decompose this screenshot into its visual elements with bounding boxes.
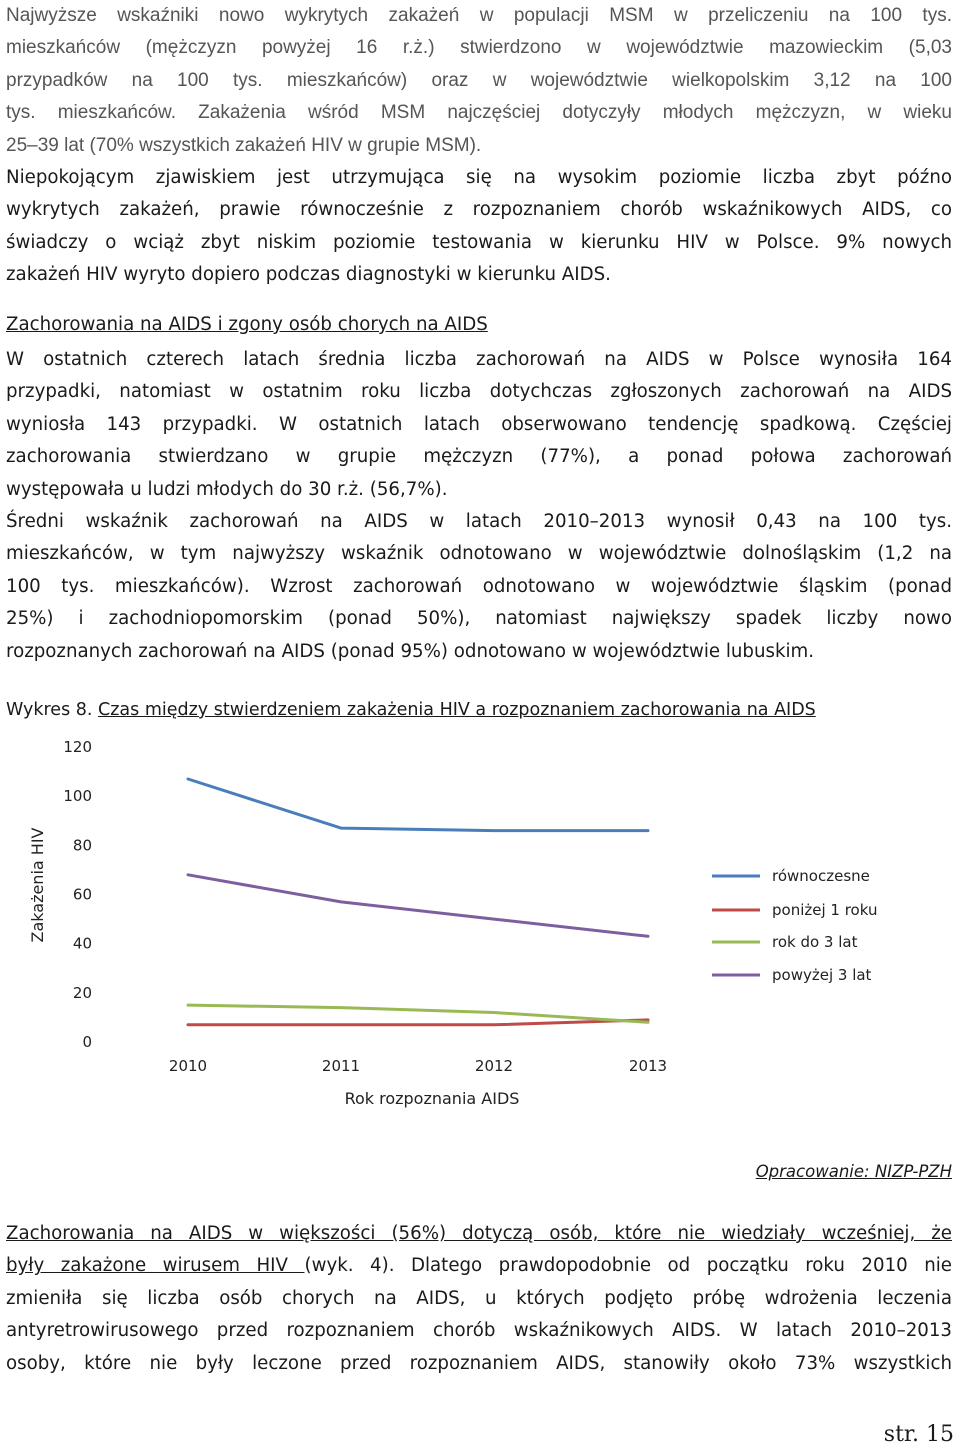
text-line: wykrytych zakażeń, prawie równocześnie z rozpoznaniem chorób wskaźnikowych AIDS, co	[6, 199, 952, 221]
x-tick-label: 2011	[321, 1057, 361, 1075]
text-line: rozpoznanych zachorowań na AIDS (ponad 95%) odnotowano w województwie lubuskim.	[6, 640, 815, 662]
page-number: str. 15	[883, 1422, 954, 1447]
text-line: występowała u ludzi młodych do 30 r.ż. (56,7%).	[6, 478, 448, 500]
plain-text: (wyk. 4). Dlatego prawdopodobnie od początku roku 2010 nie	[304, 1255, 952, 1277]
section-heading: Zachorowania na AIDS i zgony osób chorych na AIDS	[6, 314, 488, 335]
legend-label: poniżej 1 roku	[772, 901, 878, 919]
text-line	[6, 1315, 952, 1347]
text-line: wyniosła 143 przypadki. W ostatnich latach obserwowano tendencję spadkową. Częściej	[6, 413, 952, 435]
underlined-text: były zakażone wirusem HIV	[6, 1255, 305, 1277]
y-axis-title: Zakażenia HIV	[28, 827, 47, 943]
section-paragraph	[6, 344, 952, 668]
text-line	[6, 1283, 952, 1315]
y-tick-label: 120	[63, 738, 92, 756]
legend-label: powyżej 3 lat	[772, 966, 872, 984]
text-line: tys. mieszkańców. Zakażenia wśród MSM najczęściej dotyczyły młodych mężczyzn, w wieku	[6, 102, 952, 124]
text-line: przypadków na 100 tys. mieszkańców) oraz w województwie wielkopolskim 3,12 na 100	[6, 69, 952, 91]
text-line: 100 tys. mieszkańców). Wzrost zachorowań odnotowano w województwie śląskim (ponad	[6, 575, 952, 597]
text-line: mieszkańców (mężczyzn powyżej 16 r.ż.) stwierdzono w województwie mazowieckim (5,03	[6, 37, 952, 59]
text-line: Średni wskaźnik zachorowań na AIDS w latach 2010–2013 wynosił 0,43 na 100 tys.	[6, 511, 952, 533]
text-line	[6, 1250, 952, 1282]
text-line: Najwyższe wskaźniki nowo wykrytych zakażeń w populacji MSM w przeliczeniu na 100 tys.	[6, 5, 952, 26]
line-chart	[0, 730, 960, 1150]
plain-text: osoby, które nie były leczone przed rozpoznaniem AIDS, stanowiły około 73% wszystkich	[6, 1352, 952, 1374]
plain-text: antyretrowirusowego przed rozpoznaniem chorób wskaźnikowych AIDS. W latach 2010–2013	[6, 1320, 952, 1342]
underlined-text: Zachorowania na AIDS w większości (56%) dotyczą osób, które nie wiedziały wcześniej, że	[6, 1223, 952, 1244]
legend-label: rok do 3 lat	[772, 933, 858, 951]
text-line: świadczy o wciąż zbyt niskim poziomie testowania w kierunku HIV w Polsce. 9% nowych	[6, 231, 952, 253]
y-tick-label: 0	[82, 1033, 92, 1051]
y-tick-label: 60	[72, 885, 92, 904]
series-line-4	[188, 875, 648, 937]
text-line: 25%) i zachodniopomorskim (ponad 50%), natomiast największy spadek liczby nowo	[6, 608, 952, 630]
figure-caption	[6, 700, 816, 720]
series-line-3	[188, 1005, 648, 1022]
x-tick-label: 2013	[628, 1057, 668, 1075]
text-line	[6, 1348, 952, 1380]
text-line: W ostatnich czterech latach średnia liczba zachorowań na AIDS w Polsce wynosiła 164	[6, 349, 952, 370]
text-line: zakażeń HIV wyryto dopiero podczas diagnostyki w kierunku AIDS.	[6, 264, 611, 286]
x-tick-label: 2010	[168, 1057, 208, 1075]
text-line: zachorowania stwierdzano w grupie mężczyzn (77%), a ponad połowa zachorowań	[6, 446, 952, 468]
y-tick-label: 80	[72, 836, 92, 855]
text-line: przypadki, natomiast w ostatnim roku liczba dotychczas zgłoszonych zachorowań na AIDS	[6, 381, 952, 403]
x-tick-label: 2012	[474, 1057, 514, 1075]
y-tick-label: 40	[72, 934, 92, 953]
text-line: mieszkańców, w tym najwyższy wskaźnik odnotowano w województwie dolnośląskim (1,2 na	[6, 543, 952, 565]
y-tick-label: 100	[63, 787, 92, 806]
text-line: Niepokojącym zjawiskiem jest utrzymująca się na wysokim poziomie liczba zbyt późno	[6, 167, 952, 189]
bottom-paragraph	[6, 1218, 952, 1380]
series-line-1	[188, 779, 648, 831]
figure-caption-title: Czas między stwierdzeniem zakażenia HIV a rozpoznaniem zachorowania na AIDS	[98, 700, 816, 720]
text-line: 25–39 lat (70% wszystkich zakażeń HIV w grupie MSM).	[6, 134, 482, 156]
plain-text: zmieniła się liczba osób chorych na AIDS, u których podjęto próbę wdrożenia leczenia	[6, 1287, 952, 1309]
figure-caption-label: Wykres 8.	[6, 700, 93, 720]
x-axis-title: Rok rozpoznania AIDS	[344, 1089, 520, 1108]
y-tick-label: 20	[72, 983, 92, 1002]
series-line-2	[188, 1020, 648, 1025]
intro-paragraph	[6, 0, 952, 292]
text-line	[6, 1218, 952, 1250]
legend-label: równoczesne	[772, 867, 870, 885]
source-note: Opracowanie: NIZP-PZH	[755, 1162, 952, 1181]
